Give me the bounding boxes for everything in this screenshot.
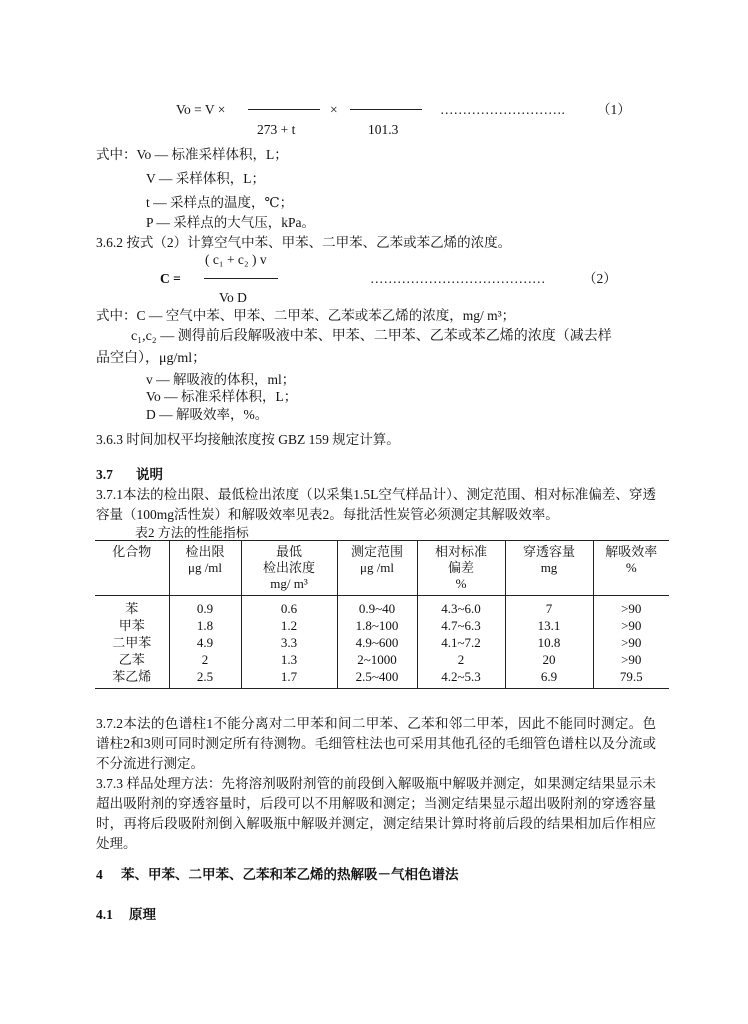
- formula1-lhs: Vo = V ×: [176, 102, 226, 117]
- table-cell: 4.9: [169, 634, 241, 651]
- table-header-row: [95, 541, 669, 596]
- formula1-dots: ……………………….: [440, 102, 565, 117]
- table-cell: 苯: [125, 601, 139, 616]
- table-cell: 2: [417, 651, 505, 668]
- section-3-6-3: 3.6.3 时间加权平均接触浓度按 GBZ 159 规定计算。: [96, 432, 400, 447]
- header-range: 测定范围 μg /ml: [337, 541, 417, 596]
- table-cell: 1.8: [169, 617, 241, 634]
- table-cell: 2.5~400: [337, 668, 417, 689]
- table-cell: 4.7~6.3: [417, 617, 505, 634]
- formula2-numerator: ( c₁ + c₂ ) v: [205, 252, 267, 267]
- formula2-lhs: C =: [160, 271, 181, 286]
- section-3-7-2: 3.7.2本法的色谱柱1不能分离对二甲苯和间二甲苯、乙苯和邻二甲苯，因此不能同时测定。色谱柱2和3则可同时测定所有待测物。毛细管柱法也可采用其他孔径的毛细管色谱柱以及分流或不分流进行测定。: [96, 716, 656, 771]
- table-cell: 2: [169, 651, 241, 668]
- section-4-number: 4: [96, 867, 103, 882]
- table-cell: 苯乙烯: [95, 668, 169, 689]
- header-detection-limit: 检出限 μg /ml: [169, 541, 241, 596]
- table-cell: 10.8: [505, 634, 593, 651]
- header-rsd: 相对标准 偏差 %: [417, 541, 505, 596]
- performance-table: [95, 540, 669, 689]
- table-cell: 6.9: [505, 668, 593, 689]
- table-cell: 0.6: [241, 596, 337, 618]
- table-cell: 0.9: [169, 596, 241, 618]
- section-3-7-title: 说明: [136, 467, 163, 482]
- def1-t: t ― 采样点的温度，℃；: [146, 195, 294, 210]
- section-4-1-title: 原理: [129, 907, 156, 922]
- def2-d: D ― 解吸效率，%。: [146, 407, 269, 422]
- formula2-fraction-line: [204, 278, 278, 279]
- header-breakthrough: 穿透容量 mg: [505, 541, 593, 596]
- formula1-number: （1）: [597, 102, 631, 117]
- table-cell: 4.2~5.3: [417, 668, 505, 689]
- table-cell: 0.9~40: [337, 596, 417, 618]
- formula1-fraction-line-2: [350, 109, 422, 110]
- table-caption: 表2 方法的性能指标: [135, 525, 249, 540]
- header-min-concentration: 最低 检出浓度 mg/ m³: [241, 541, 337, 596]
- section-3-6-2: 3.6.2 按式（2）计算空气中苯、甲苯、二甲苯、乙苯或苯乙烯的浓度。: [96, 235, 512, 250]
- table-cell: 4.3~6.0: [417, 596, 505, 618]
- formula1-denominator-2: 101.3: [368, 122, 399, 137]
- formula2-denominator: Vo D: [219, 290, 247, 305]
- table-cell: 4.9~600: [337, 634, 417, 651]
- header-desorption: 解吸效率 %: [593, 541, 669, 596]
- table-cell: 1.8~100: [337, 617, 417, 634]
- table-cell: 7: [505, 596, 593, 618]
- header-compound: 化合物: [95, 541, 169, 596]
- def2-vo: Vo ― 标准采样体积，L；: [146, 389, 298, 404]
- def1-intro: 式中：Vo ― 标准采样体积，L；: [96, 147, 288, 162]
- section-3-7-3: 3.7.3 样品处理方法：先将溶剂吸附剂管的前段倒入解吸瓶中解吸并测定，如果测定结果显示未超出吸附剂的穿透容量时，后段可以不用解吸和测定；当测定结果显示超出吸附剂的穿透容量时，再将后段吸附剂倒入解吸瓶中解吸并测定，测定结果计算时将前后段的结果相加后作相应处理。: [96, 776, 656, 851]
- formula1-times: ×: [330, 102, 338, 117]
- table-cell: 2.5: [169, 668, 241, 689]
- def2-intro: 式中：C ― 空气中苯、甲苯、二甲苯、乙苯或苯乙烯的浓度，mg/ m³；: [96, 308, 516, 323]
- section-4-title: 苯、甲苯、二甲苯、乙苯和苯乙烯的热解吸－气相色谱法: [121, 867, 459, 882]
- formula2-number: （2）: [583, 271, 617, 286]
- table-cell: 甲苯: [118, 618, 145, 633]
- formula1-denominator-1: 273 + t: [257, 122, 296, 137]
- section-3-7-number: 3.7: [96, 467, 113, 482]
- table-cell: >90: [593, 651, 669, 668]
- def2-c12-cont: 品空白），μg/ml；: [96, 351, 207, 366]
- formula1-fraction-line-1: [248, 109, 320, 110]
- formula2-dots: …………………………………: [370, 271, 546, 286]
- table-cell: 1.3: [241, 651, 337, 668]
- table-row: [95, 651, 669, 668]
- table-row: [95, 617, 669, 634]
- table-cell: 13.1: [505, 617, 593, 634]
- section-4-1-number: 4.1: [96, 907, 113, 922]
- table-cell: 乙苯: [118, 652, 145, 667]
- section-3-7-1: 3.7.1本法的检出限、最低检出浓度（以采集1.5L空气样品计）、测定范围、相对标准偏差、穿透容量（100mg活性炭）和解吸效率见表2。每批活性炭管必须测定其解吸效率。: [96, 487, 656, 522]
- table-cell: >90: [593, 596, 669, 618]
- table-cell: 79.5: [593, 668, 669, 689]
- def1-v: V ― 采样体积，L；: [146, 171, 266, 186]
- table-row: [95, 634, 669, 651]
- table-row: [95, 668, 669, 689]
- table-cell: >90: [593, 617, 669, 634]
- table-cell: 20: [505, 651, 593, 668]
- table-cell: 1.2: [241, 617, 337, 634]
- table-cell: 4.1~7.2: [417, 634, 505, 651]
- table-cell: 二甲苯: [112, 635, 152, 650]
- table-cell: >90: [593, 634, 669, 651]
- table-cell: 2~1000: [337, 651, 417, 668]
- table-cell: 1.7: [241, 668, 337, 689]
- table-row: [95, 596, 669, 618]
- def2-v: v ― 解吸液的体积，ml；: [146, 372, 296, 387]
- def2-c12: c₁,c₂ ― 测得前后段解吸液中苯、甲苯、二甲苯、乙苯或苯乙烯的浓度（减去样: [131, 329, 612, 344]
- def1-p: P ― 采样点的大气压，kPa。: [146, 215, 316, 230]
- table-cell: 3.3: [241, 634, 337, 651]
